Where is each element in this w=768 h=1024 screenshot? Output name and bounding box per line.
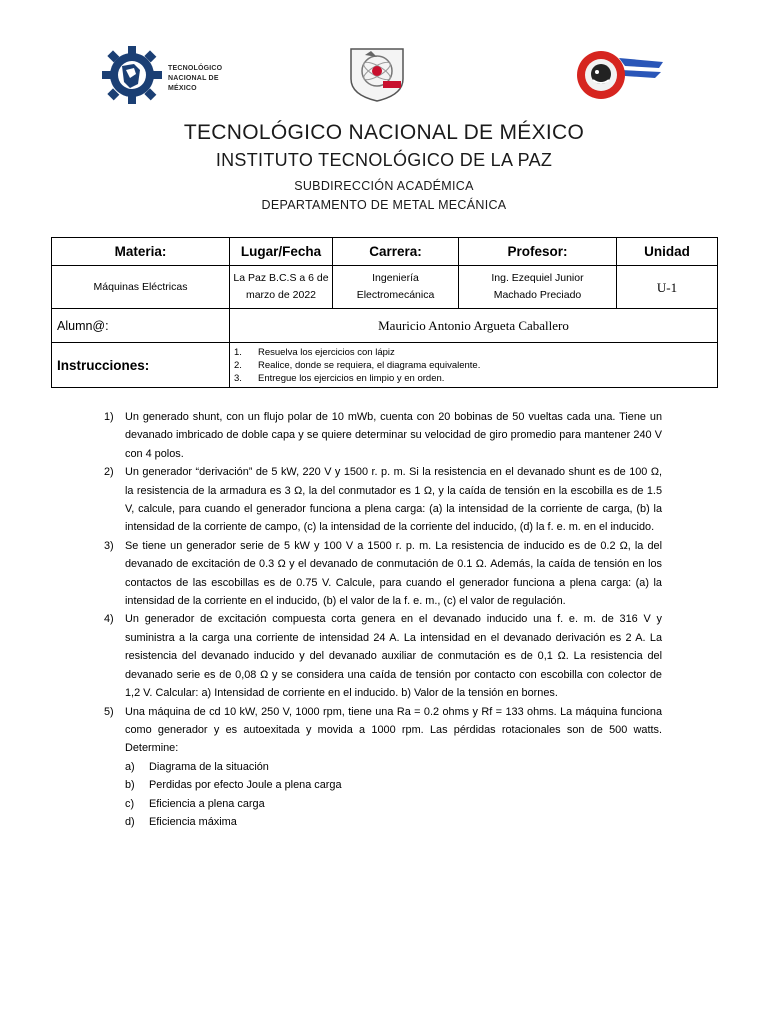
problem-item [104, 537, 662, 611]
instruction-item: 1. Resuelva los ejercicios con lápiz [234, 346, 395, 358]
mascot-emblem-icon [575, 44, 665, 106]
sub-item: b) Perdidas por efecto Joule a plena carga [125, 779, 342, 792]
problem-text: Un generador de excitación compuesta corta genera en el devanado inducido una f. e. m. de 316 V y suministra a la carga una corriente de intensidad 24 A. La intensidad en el devanado derivación es 2 A. La resistencia del devanado inducido y del devanado auxiliar de conmutación es de 0,1 Ω. La resistencia del devanado serie es de 0,08 Ω y se considera una caída de tensión por contacto con escobilla con colector de 1,2 V. Calcular: a) Intensidad de corriente en el inducido. b) Valor de la tensión en bornes. [125, 613, 662, 700]
page-title: TECNOLÓGICO NACIONAL DE MÉXICO [183, 121, 585, 144]
problem-number: 4) [104, 613, 114, 626]
profesor-value [459, 266, 617, 309]
subdirection-name: SUBDIRECCIÓN ACADÉMICA [294, 179, 474, 193]
table-header-row [52, 238, 718, 266]
header-profesor: Profesor: [459, 238, 617, 266]
carrera-line2: Electromecánica [356, 289, 435, 301]
materia-value: Máquinas Eléctricas [52, 266, 230, 309]
problem-item [104, 408, 662, 463]
sub-item: a) Diagrama de la situación [125, 760, 269, 773]
problem-item [104, 463, 662, 537]
tecnm-logo-text: TECNOLÓGICO NACIONAL DE MÉXICO [168, 65, 223, 92]
problem-text: Un generador “derivación” de 5 kW, 220 V y 1500 r. p. m. Si la resistencia en el devanado shunt es de 100 Ω, la resistencia de la armadura es 3 Ω, la del conmutador es 1 Ω, y la caída de tensión en la escobilla es de 1.5 V, calcule, para cuando el generador funciona a plena carga: (a) la intensidad de la corriente de carga, (b) la intensidad de la corriente de campo, (c) la intensidad de la corriente del inducido, (d) la f. e. m. en el inducido. [125, 466, 662, 534]
unidad-value: U-1 [617, 266, 718, 309]
header-unidad: Unidad [617, 238, 718, 266]
problem-number: 3) [104, 539, 114, 552]
instruction-item: 2. Realice, donde se requiera, el diagrama equivalente. [234, 359, 481, 371]
header-lugar-fecha: Lugar/Fecha [230, 238, 333, 266]
itlp-shield-icon [347, 45, 407, 103]
department-name: DEPARTAMENTO DE METAL MECÁNICA [261, 198, 507, 212]
header-carrera: Carrera: [333, 238, 459, 266]
instructions-label: Instrucciones: [52, 343, 230, 388]
problem-5-sub-list [104, 758, 662, 832]
alumn-label: Alumn@: [52, 309, 230, 343]
profesor-line1: Ing. Ezequiel Junior [491, 272, 584, 284]
lugar-fecha-value [230, 266, 333, 309]
instruction-item: 3. Entregue los ejercicios en limpio y en orden. [234, 372, 445, 384]
carrera-line1: Ingeniería [372, 272, 419, 284]
problem-number: 5) [104, 705, 114, 718]
institute-name: INSTITUTO TECNOLÓGICO DE LA PAZ [215, 150, 553, 170]
student-name: Mauricio Antonio Argueta Caballero [230, 309, 718, 343]
problem-item [104, 703, 662, 758]
problem-text: Una máquina de cd 10 kW, 250 V, 1000 rpm, tiene una Ra = 0.2 ohms y Rf = 133 ohms. La máquina funciona como generador y es autoexitada y movida a 1000 rpm. Las pérdidas rotacionales son de 500 watts. Determine: [125, 705, 662, 755]
instructions-row [52, 343, 718, 388]
tecnm-gear-emblem-icon [100, 44, 164, 106]
tec-la-paz-mascot-logo [575, 44, 665, 106]
alumn-row [52, 309, 718, 343]
sub-item: d) Eficiencia máxima [125, 815, 237, 828]
lugar-fecha-line1: La Paz B.C.S a 6 de [233, 272, 329, 284]
header-materia: Materia: [52, 238, 230, 266]
course-info-table [51, 237, 718, 388]
profesor-line2: Machado Preciado [493, 289, 582, 301]
problem-list [104, 408, 662, 831]
instructions-list [230, 343, 718, 388]
carrera-value [333, 266, 459, 309]
lugar-fecha-line2: marzo de 2022 [245, 289, 317, 301]
problem-text: Un generado shunt, con un flujo polar de 10 mWb, cuenta con 20 bobinas de 50 vueltas cada una. Tiene un devanado imbricado de doble capa y se quiere determinar su velocidad de giro promedio para mantener 240 V con 4 polos. [125, 411, 662, 460]
problem-text: Se tiene un generador serie de 5 kW y 100 V a 1500 r. p. m. La resistencia de inducido es de 0.2 Ω, la del devanado de excitación de 0.3 Ω y el devanado de conmutación de 0.1 Ω. Además, la caída de tensión en los contactos de las escobillas es de 0.75 V. Calcule, para cuando el generador funciona a plena carga: (a) la intensidad de la corriente en el inducido, (b) el valor de la f. e. m., (c) el valor de regulación. [125, 539, 662, 608]
tecnm-logo [100, 44, 230, 106]
problem-number: 1) [104, 411, 114, 423]
problem-item [104, 610, 662, 702]
itlp-shield-logo [347, 45, 407, 103]
problem-number: 2) [104, 466, 114, 479]
table-values-row [52, 266, 718, 309]
sub-item: c) Eficiencia a plena carga [125, 797, 265, 810]
